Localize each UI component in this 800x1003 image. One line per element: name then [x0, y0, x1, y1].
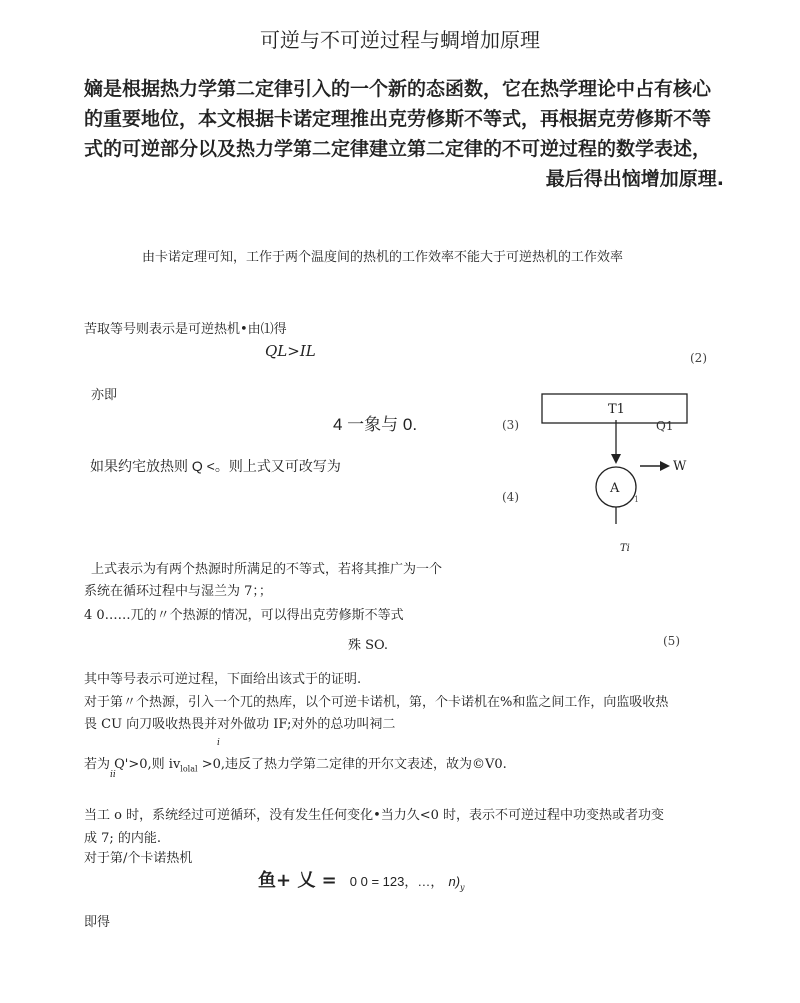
- equation-3: 4 一象与 0.: [333, 415, 418, 434]
- engine-label: A: [610, 481, 620, 496]
- abstract: [84, 74, 724, 194]
- work-arrowhead: [660, 461, 670, 471]
- equation-6-subscript: y: [460, 883, 465, 893]
- equality-note: 苦取等号则表示是可逆热机•由⑴得: [84, 322, 287, 337]
- equation-6-left: 鱼+ 乂 =: [258, 870, 337, 891]
- jide-text: 即得: [84, 915, 111, 930]
- equation-6-right: 0 0 = 123，…，: [349, 874, 444, 889]
- abstract-line: 式的可逆部分以及热力学第二定律建立第二定律的不可逆过程的数学表述，: [84, 138, 712, 160]
- two-source-text: 上式表示为有两个热源时所满足的不等式，若将其推广为一个: [91, 562, 443, 577]
- cycle-line: [84, 580, 272, 599]
- proof-line-2: 畏 CU 向刀吸收热畏并对外做功 IF;对外的总功叫祠二: [84, 717, 396, 732]
- case-line-1: 当工 o 时，系统经过可逆循环，没有发生任何变化•当力久<0 时，表示不可逆过程中功变热或者功变: [84, 808, 665, 823]
- index-ii-mark: ii: [110, 770, 116, 780]
- page-title: 可逆与不可逆过程与蜩增加原理: [260, 28, 540, 52]
- violation-tail: >0,违反了热力学第二定律的开尔文表述，故为©V0.: [197, 757, 507, 772]
- equation-6: [258, 866, 465, 892]
- proof-intro: 其中等号表示可逆过程，下面给出该式于的证明.: [84, 672, 362, 687]
- equation-5-number: (5): [663, 634, 680, 648]
- equation-4-number: (4): [502, 490, 519, 504]
- kth-engine-text: 对于第/个卡诺热机: [84, 851, 193, 866]
- equation-5: 殊 SO.: [348, 638, 389, 653]
- engine-subscript: 1: [634, 495, 640, 504]
- violation-line: [84, 753, 507, 774]
- heat-engine-diagram: [490, 380, 710, 570]
- cycle-text: 系统在循环过程中与湿兰为 7；；: [84, 584, 272, 599]
- index-i-mark: i: [217, 738, 220, 748]
- heat-flow-arrowhead: [611, 454, 621, 464]
- carnot-theorem-text: 由卡诺定理可知，工作于两个温度间的热机的工作效率不能大于可逆热机的工作效率: [142, 250, 624, 265]
- violation-subscript: lolal: [180, 764, 198, 774]
- n-sources-text: 4 0……兀的〃个热源的情况，可以得出克劳修斯不等式: [84, 608, 404, 623]
- abstract-line: 的重要地位，本文根据卡诺定理推出克劳修斯不等式，再根据克劳修斯不等: [84, 108, 712, 130]
- heat-q1-label: Q1: [656, 419, 674, 433]
- case-line-2: 成 7; 的内能.: [84, 831, 162, 846]
- work-label: W: [673, 459, 687, 474]
- proof-line-1: 对于第〃个热源，引入一个兀的热库，以个可逆卡诺机，第，个卡诺机在%和监之间工作，向监吸收热: [84, 695, 669, 710]
- equation-2-number: (2): [690, 351, 707, 365]
- cold-temperature-label: Ti: [620, 543, 630, 554]
- equation-3-number: (3): [502, 418, 519, 432]
- violation-text: 若为 Q'>0,则 iv: [84, 757, 181, 772]
- abstract-line: 嫡是根据热力学第二定律引入的一个新的态函数，它在热学理论中占有核心: [84, 78, 712, 100]
- equation-2: QL>IL: [265, 342, 316, 360]
- equation-6-tail: n): [448, 874, 461, 889]
- abstract-last-line: 最后得出恼增加原理.: [545, 168, 724, 190]
- yiji-text: 亦即: [91, 388, 118, 403]
- reservoir-temperature-label: T1: [608, 402, 625, 417]
- heat-release-text: 如果约宅放热则 Q <。则上式又可改写为: [90, 458, 341, 474]
